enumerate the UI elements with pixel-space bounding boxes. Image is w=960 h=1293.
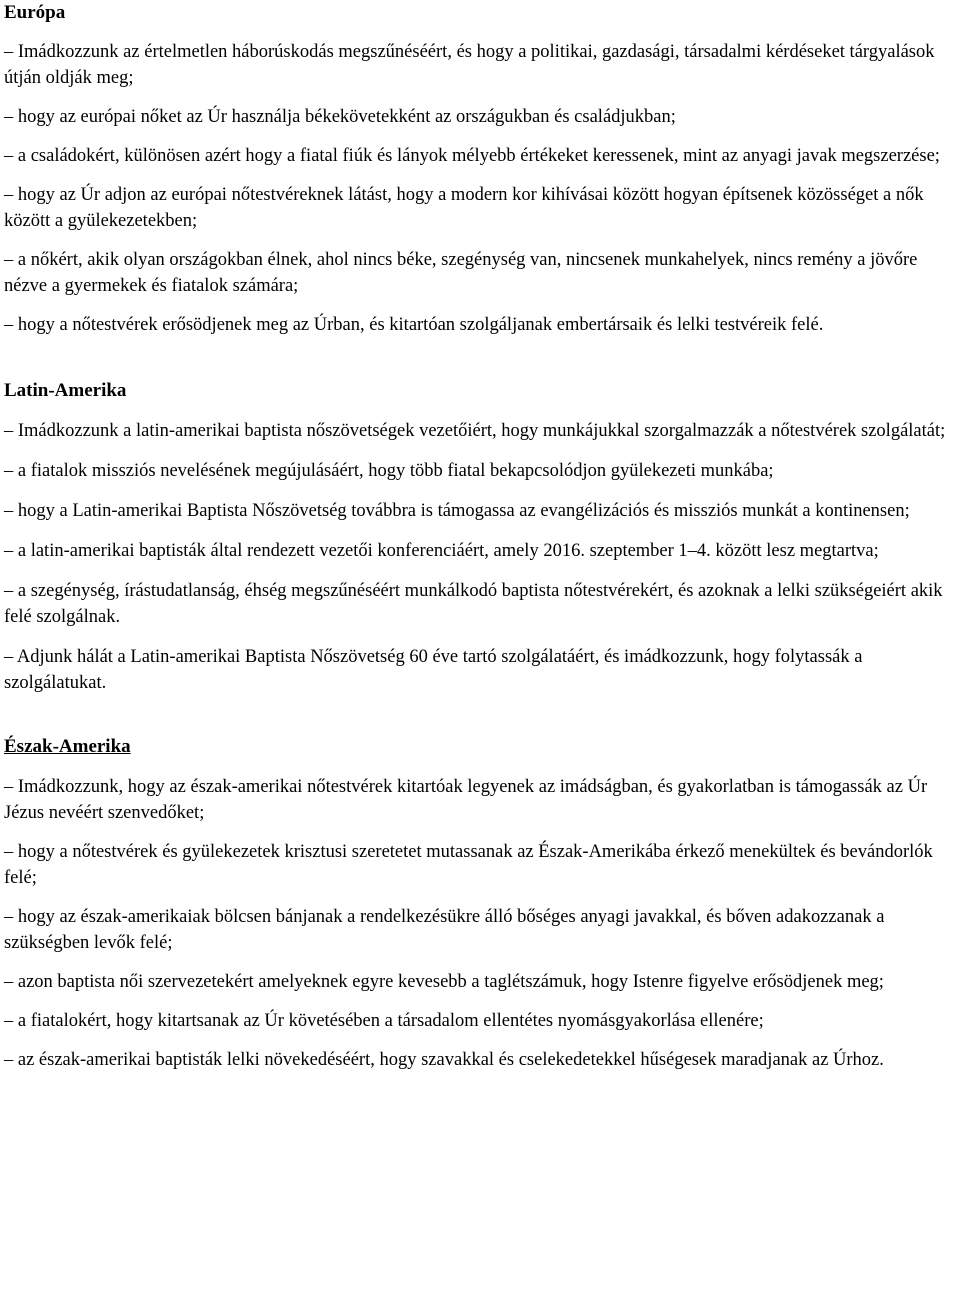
section-title-north-america: Észak-Amerika xyxy=(4,736,131,757)
prayer-item: – a szegénység, írástudatlanság, éhség megszűnéséért munkálkodó baptista nőtestvérekért, és azoknak a lelki szükségeiért akik felé szolgálnak. xyxy=(4,581,943,627)
prayer-item: – Imádkozzunk a latin-amerikai baptista nőszövetségek vezetőiért, hogy munkájukkal szorgalmazzák a nőtestvérek szolgálatát; xyxy=(4,421,946,441)
section-title-latin-america: Latin-Amerika xyxy=(4,380,127,401)
prayer-item: – hogy az Úr adjon az európai nőtestvéreknek látást, hogy a modern kor kihívásai között hogyan építsenek közösséget a nők között a gyülekezetekben; xyxy=(4,185,924,231)
section-north-america xyxy=(4,734,956,1073)
prayer-list-latin-america xyxy=(4,418,956,696)
prayer-item: – Imádkozzunk, hogy az észak-amerikai nőtestvérek kitartóak legyenek az imádságban, és gyakorlatban is támogassák az Úr Jézus nevéért szenvedőket; xyxy=(4,777,928,823)
prayer-item: – hogy az európai nőket az Úr használja békekövetekként az országukban és családjukban; xyxy=(4,107,676,127)
prayer-item: – a latin-amerikai baptisták által rendezett vezetői konferenciáért, amely 2016. szeptember 1–4. között lesz megtartva; xyxy=(4,541,879,561)
prayer-item: – Imádkozzunk az értelmetlen háborúskodás megszűnéséért, és hogy a politikai, gazdasági, társadalmi kérdéseket tárgyalások útján oldják meg; xyxy=(4,42,935,88)
prayer-item: – a nőkért, akik olyan országokban élnek, ahol nincs béke, szegénység van, nincsenek munkahelyek, nincs remény a jövőre nézve a gyermekek és fiatalok számára; xyxy=(4,250,918,296)
prayer-item: – Adjunk hálát a Latin-amerikai Baptista Nőszövetség 60 éve tartó szolgálatáért, és imádkozzunk, hogy folytassák a szolgálatukat. xyxy=(4,647,863,693)
prayer-item: – hogy a Latin-amerikai Baptista Nőszövetség továbbra is támogassa az evangélizációs és missziós munkát a kontinensen; xyxy=(4,501,910,521)
prayer-item: – azon baptista női szervezetekért amelyeknek egyre kevesebb a taglétszámuk, hogy Istenre figyelve erősödjenek meg; xyxy=(4,972,884,992)
prayer-item: – a fiatalok missziós nevelésének megújulásáért, hogy több fiatal bekapcsolódjon gyülekezeti munkába; xyxy=(4,461,774,481)
section-title-europe: Európa xyxy=(4,2,66,23)
prayer-item: – a fiatalokért, hogy kitartsanak az Úr követésében a társadalom ellentétes nyomásgyakorlása ellenére; xyxy=(4,1011,764,1031)
prayer-item: – hogy a nőtestvérek erősödjenek meg az Úrban, és kitartóan szolgáljanak embertársaik és lelki testvéreik felé. xyxy=(4,315,824,335)
prayer-item: – hogy az észak-amerikaiak bölcsen bánjanak a rendelkezésükre álló bőséges anyagi javakkal, és bőven adakozzanak a szükségben levők felé; xyxy=(4,907,885,953)
prayer-list-europe xyxy=(4,39,956,338)
prayer-item: – hogy a nőtestvérek és gyülekezetek krisztusi szeretetet mutassanak az Észak-Amerikába érkező menekültek és bevándorlók felé; xyxy=(4,842,933,888)
prayer-list-north-america xyxy=(4,774,956,1073)
section-latin-america xyxy=(4,378,956,696)
prayer-document xyxy=(4,0,956,1073)
section-europe xyxy=(4,0,956,338)
prayer-item: – a családokért, különösen azért hogy a fiatal fiúk és lányok mélyebb értékeket keressenek, mint az anyagi javak megszerzése; xyxy=(4,146,940,166)
prayer-item: – az észak-amerikai baptisták lelki növekedéséért, hogy szavakkal és cselekedetekkel hűségesek maradjanak az Úrhoz. xyxy=(4,1050,884,1070)
